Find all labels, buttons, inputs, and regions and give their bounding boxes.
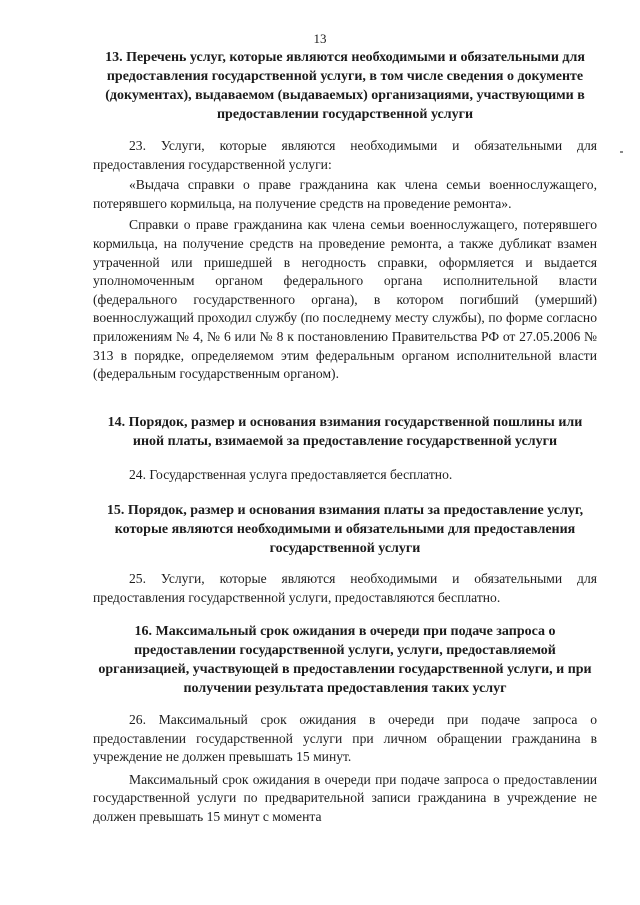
section-14-body: [93, 466, 597, 485]
section-13-body: [93, 137, 597, 384]
paragraph-26-preregistration: Максимальный срок ожидания в очереди при подаче запроса о предоставлении государственной услуги по предварительной записи гражданина в учреждение не должен превышать 15 минут с момента: [93, 771, 597, 824]
paragraph-23-service-quote: «Выдача справки о праве гражданина как члена семьи военнослужащего, потерявшего кормильца, на получение средств на проведение ремонта».: [93, 177, 597, 211]
paragraph-24: 24. Государственная услуга предоставляется бесплатно.: [129, 467, 453, 482]
paragraph-26: 26. Максимальный срок ожидания в очереди при подаче запроса о предоставлении государственной услуги при личном обращении гражданина в учреждение не должен превышать 15 минут.: [93, 712, 597, 765]
scan-margin-mark: [620, 151, 623, 153]
section-14-heading: 14. Порядок, размер и основания взимания государственной пошлины или иной платы, взимаемой за предоставление государственной услуги: [107, 415, 583, 449]
section-15-heading-block: [93, 501, 597, 558]
section-15-body: [93, 570, 597, 607]
section-14-heading-block: [93, 413, 597, 451]
section-16-body: [93, 711, 597, 827]
page-number: 13: [313, 31, 327, 46]
section-16-heading-block: [93, 622, 597, 698]
section-16-heading: 16. Максимальный срок ожидания в очереди при подаче запроса о предоставлении государственной услуги, услуги, предоставляемой организацией, участвующей в предоставлении государственной услуги, и при получении результата предоставления таких услуг: [98, 624, 592, 696]
paragraph-23: 23. Услуги, которые являются необходимыми и обязательными для предоставления государственной услуги:: [93, 138, 597, 172]
paragraph-25: 25. Услуги, которые являются необходимыми и обязательными для предоставления государственной услуги, предоставляются бесплатно.: [93, 571, 597, 605]
section-13-heading: 13. Перечень услуг, которые являются необходимыми и обязательными для предоставления государственной услуги, в том числе сведения о документе (документах), выдаваемом (выдаваемых) организациями, участвующими в предоставлении государственной услуги: [105, 50, 585, 122]
section-13-heading-block: [93, 48, 597, 124]
section-15-heading: 15. Порядок, размер и основания взимания платы за предоставление услуг, которые являются необходимыми и обязательными для предоставления государственной услуги: [106, 503, 584, 556]
paragraph-23-certificate-details: Справки о праве гражданина как члена семьи военнослужащего, потерявшего кормильца, на получение средств на проведение ремонта, а также дубликат взамен утраченной или пришедшей в негодность справки, оформляется и выдается уполномоченным органом федерального органа исполнительной власти (федерального государственного органа), в котором погибший (умерший) военнослужащий проходил службу (по последнему месту службы), по форме согласно приложениям № 4, № 6 или № 8 к постановлению Правительства РФ от 27.05.2006 № 313 в порядке, определяемом этим федеральным органом исполнительной власти (федеральным государственным органом).: [93, 217, 597, 382]
